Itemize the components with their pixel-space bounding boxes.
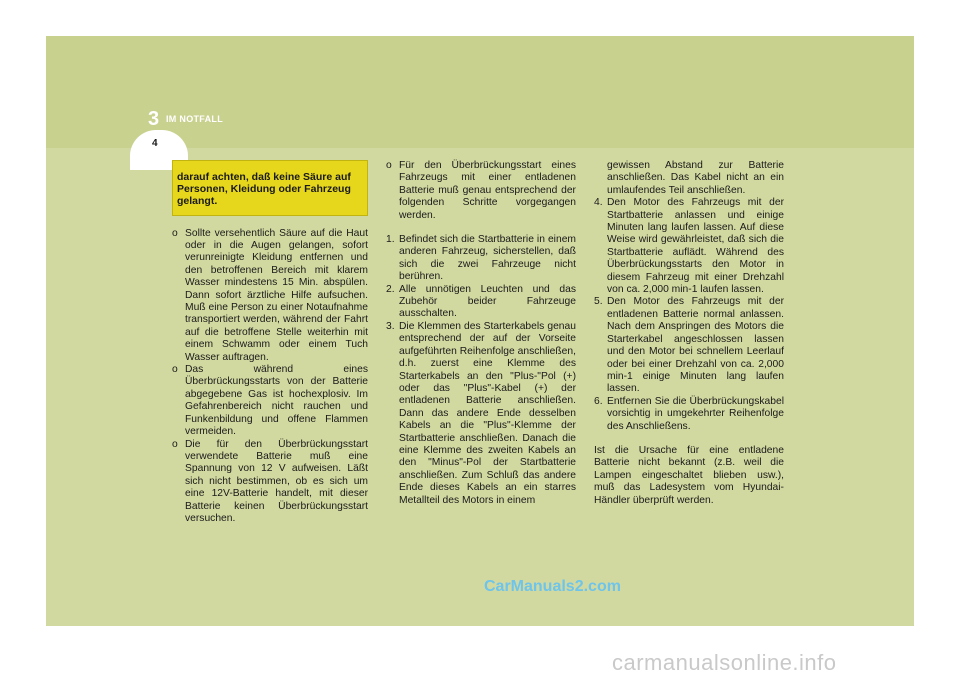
step-number: 3. [386,320,395,332]
step-item [386,321,576,507]
step-text: Alle unnötigen Leuchten und das Zubehör beider Fahrzeuge ausschalten. [399,283,576,320]
chapter-number: 3 [148,108,160,130]
list-item-text: Für den Überbrückungsstart eines Fahrzeugs mit einer entladenen Batterie muß genau entsprechend der folgenden Schritte vorgegangen werden. [399,160,576,221]
bullet-marker: o [172,438,178,450]
column-middle [386,160,576,507]
page-number: 4 [152,138,158,149]
list-item [172,364,368,438]
step-item [386,284,576,321]
step-text: Die Klemmen des Starterkabels genau entsprechend der auf der Vorseite aufgeführten Reihenfolge anschließen, d.h. zuerst eine Klemme des Starterkabels an den "Plus-"Pol (+) oder das "Plus"-Kabel (+) der entladenen Batterie anschließen. Dann das andere Ende desselben Kabels an die "Plus"-Klemme der Startbatterie anschließen. Danach die eine Klemme des zweiten Kabels an den "Minus"-Pol der Startbatterie anschließen. Zum Schluß das andere Ende dieses Kabels an ein starres Metallteil des Motors in einem [399,320,576,506]
closing-paragraph: Ist die Ursache für eine entladene Batterie nicht bekannt (z.B. weil die Lampen eingeschaltet blieben usw.), muß das Ladesystem vom Hyundai-Händler überprüft werden. [594,444,784,506]
column-right [594,160,784,507]
step-number: 2. [386,283,395,295]
step-item [594,396,784,433]
bullet-marker: o [172,227,178,239]
bullet-marker: o [386,160,392,171]
spacer [594,433,784,445]
step-text: Befindet sich die Startbatterie in einem anderen Fahrzeug, sicherstellen, daß sich die zwei Fahrzeuge nicht berühren. [399,234,576,283]
step-item [386,234,576,284]
watermark-link[interactable]: CarManuals2.com [484,578,621,595]
spacer [386,222,576,234]
step-text: Den Motor des Fahrzeugs mit der Startbatterie anlassen und einige Minuten lang laufen lassen. Auf diese Weise wird gewährleistet, daß sich die Startbatterie auflädt. Während des Überbrückungsstarts den Motor in diesem Fahrzeug mit einer Drehzahl von ca. 2,000 min-1 laufen lassen. [607,197,784,296]
watermark-footer: carmanualsonline.info [612,650,837,675]
step-item [594,296,784,395]
list-item-text: Sollte versehentlich Säure auf die Haut oder in die Augen gelangen, sofort verunreinigte Kleidung entfernen und den betroffenen Bereich mit klarem Wasser mindestens 15 Min. abspülen. Dann sofort ärztliche Hilfe aufsuchen. Muß eine Person zu einer Notaufnahme transportiert werden, während der Fahrt auf die betroffene Stelle weiterhin mit einem Schwamm oder einem Tuch Wasser auftragen. [185,227,368,363]
step-number: 4. [594,197,603,209]
chapter-title: IM NOTFALL [166,114,223,124]
bullet-marker: o [172,364,178,376]
list-item-text: Das während eines Überbrückungsstarts von der Batterie abgegebene Gas ist hochexplosiv. Im Gefahrenbereich nicht rauchen und Funkenbildung und offene Flammen vermeiden. [185,364,368,438]
list-item [386,160,576,222]
list-item [172,228,368,364]
step-continuation: gewissen Abstand zur Batterie anschließen. Das Kabel nicht an ein umlaufendes Teil anschließen. [607,160,784,196]
step-number: 5. [594,296,603,308]
step-text: Den Motor des Fahrzeugs mit der entladenen Batterie normal anlassen. Nach dem Anspringen des Motors die Starterkabel angeschlossen lassen und den Motor bei schnellem Leerlauf oder bei einer Drehzahl von ca. 2,000 min-1 einige Minuten lang laufen lassen. [607,296,784,395]
step-item [594,197,784,296]
step-number: 6. [594,395,603,407]
list-item [172,439,368,526]
step-text: Entfernen Sie die Überbrückungskabel vorsichtig in umgekehrter Reihenfolge des Anschließens. [607,395,784,432]
warning-box: darauf achten, daß keine Säure auf Personen, Kleidung oder Fahrzeug gelangt. [172,160,368,216]
column-left [172,160,368,525]
step-number: 1. [386,234,395,246]
list-item-text: Die für den Überbrückungsstart verwendete Batterie muß eine Spannung von 12 V aufweisen. Läßt sich nicht bestimmen, ob es sich um eine 12V-Batterie handelt, mit dieser Batterie keinen Überbrückungsstart versuchen. [185,438,368,524]
